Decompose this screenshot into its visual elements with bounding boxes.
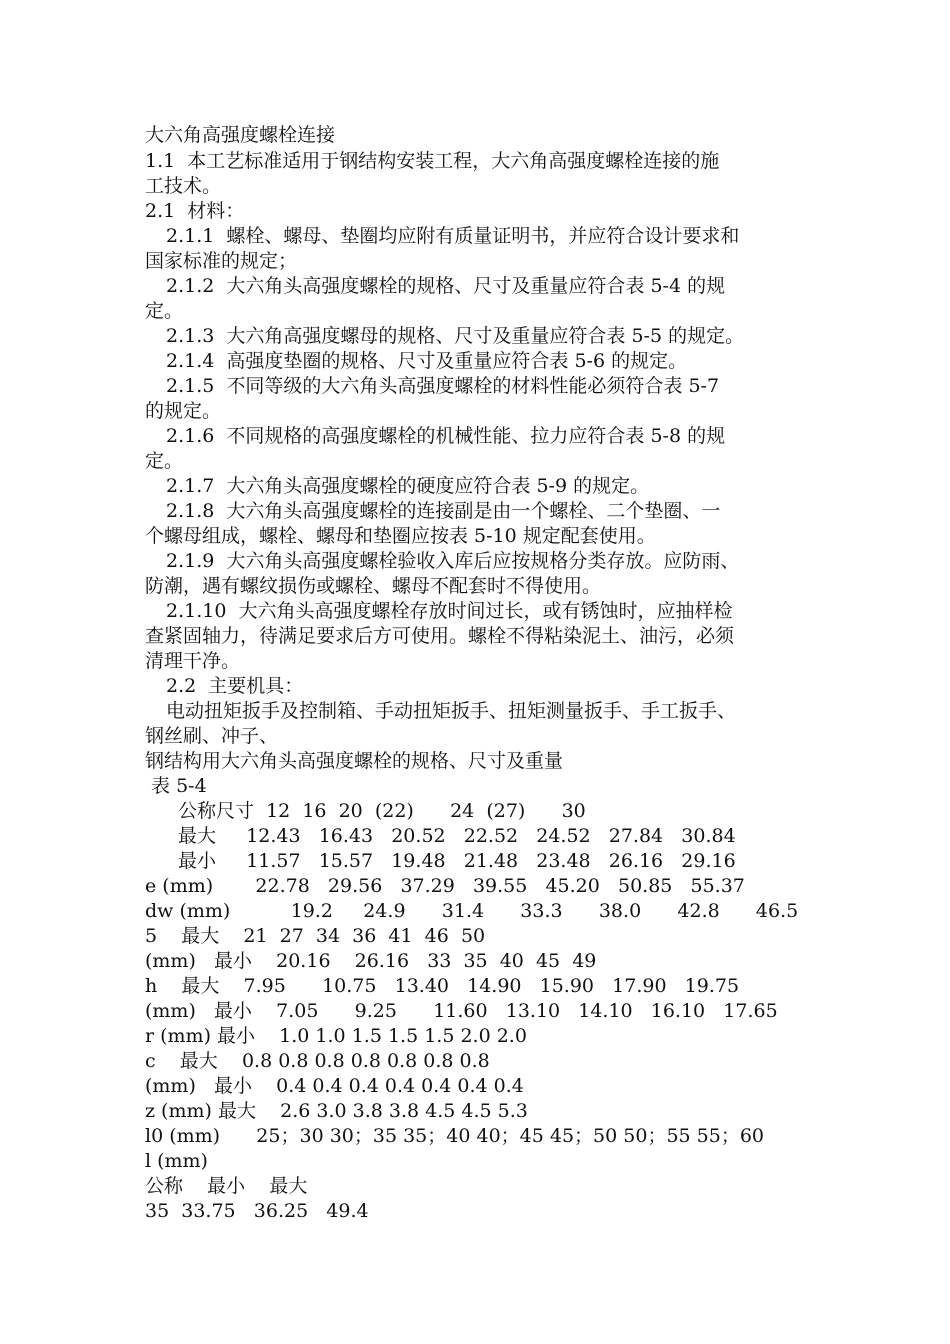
text-line: 钢丝刷、冲子、 [145,725,279,747]
table-row: h 最大 7.95 10.75 13.40 14.90 15.90 17.90 19.75 [145,975,740,997]
text-line: 2.1.6 不同规格的高强度螺栓的机械性能、拉力应符合表 5-8 的规 [166,425,726,447]
table-row: 公称尺寸 12 16 20 (22) 24 (27) 30 [178,800,586,822]
table-row: r (mm) 最小 1.0 1.0 1.5 1.5 1.5 2.0 2.0 [145,1025,527,1047]
table-row: 35 33.75 36.25 49.4 [145,1200,369,1222]
table-row: (mm) 最小 20.16 26.16 33 35 40 45 49 [145,950,597,972]
text-line: 工技术。 [145,175,222,197]
text-line: 定。 [145,300,184,322]
text-line: 2.1.9 大六角头高强度螺栓验收入库后应按规格分类存放。应防雨、 [166,550,740,572]
text-line: 国家标准的规定； [145,250,298,272]
text-line: 2.1.10 大六角头高强度螺栓存放时间过长，或有锈蚀时，应抽样检 [166,600,733,622]
table-row: 最大 12.43 16.43 20.52 22.52 24.52 27.84 30.84 [178,825,736,847]
table-row: c 最大 0.8 0.8 0.8 0.8 0.8 0.8 0.8 [145,1050,490,1072]
text-line: 的规定。 [145,400,222,422]
table-row: (mm) 最小 0.4 0.4 0.4 0.4 0.4 0.4 0.4 [145,1075,524,1097]
table-row: 5 最大 21 27 34 36 41 46 50 [145,925,486,947]
text-line: 2.1.1 螺栓、螺母、垫圈均应附有质量证明书，并应符合设计要求和 [166,225,740,247]
text-line: 电动扭矩扳手及控制箱、手动扭矩扳手、扭矩测量扳手、手工扳手、 [166,700,737,722]
table-row: dw (mm) 19.2 24.9 31.4 33.3 38.0 42.8 46.5 [145,900,799,922]
table-row: 公称 最小 最大 [145,1175,308,1197]
text-line: 2.1.3 大六角高强度螺母的规格、尺寸及重量应符合表 5-5 的规定。 [166,325,745,347]
table-row: (mm) 最小 7.05 9.25 11.60 13.10 14.10 16.10 17.65 [145,1000,778,1022]
text-line: 2.1 材料： [145,200,245,222]
document-title: 大六角高强度螺栓连接 [145,124,336,146]
text-line: 2.2 主要机具： [166,675,304,697]
text-line: 2.1.5 不同等级的大六角头高强度螺栓的材料性能必须符合表 5-7 [166,375,720,397]
text-line: 2.1.7 大六角头高强度螺栓的硬度应符合表 5-9 的规定。 [166,475,650,497]
text-line: 2.1.2 大六角头高强度螺栓的规格、尺寸及重量应符合表 5-4 的规 [166,275,726,297]
text-line: 2.1.4 高强度垫圈的规格、尺寸及重量应符合表 5-6 的规定。 [166,350,688,372]
text-line: 清理干净。 [145,650,241,672]
table-row: l0 (mm) 25；30 30；35 35；40 40；45 45；50 50；55 55；60 [145,1125,765,1147]
table-caption: 钢结构用大六角头高强度螺栓的规格、尺寸及重量 [145,750,564,772]
table-number: 表 5-4 [145,775,207,797]
table-row: l (mm) [145,1150,208,1172]
text-line: 防潮，遇有螺纹损伤或螺栓、螺母不配套时不得使用。 [145,575,602,597]
table-row: e (mm) 22.78 29.56 37.29 39.55 45.20 50.85 55.37 [145,875,745,897]
text-line: 定。 [145,450,184,472]
table-row: 最小 11.57 15.57 19.48 21.48 23.48 26.16 29.16 [178,850,736,872]
table-row: z (mm) 最大 2.6 3.0 3.8 3.8 4.5 4.5 5.3 [145,1100,528,1122]
text-line: 1.1 本工艺标准适用于钢结构安装工程，大六角高强度螺栓连接的施 [145,150,720,172]
text-line: 个螺母组成，螺栓、螺母和垫圈应按表 5-10 规定配套使用。 [145,525,656,547]
text-line: 查紧固轴力，待满足要求后方可使用。螺栓不得粘染泥土、油污，必须 [145,625,735,647]
text-line: 2.1.8 大六角头高强度螺栓的连接副是由一个螺栓、二个垫圈、一 [166,500,721,522]
